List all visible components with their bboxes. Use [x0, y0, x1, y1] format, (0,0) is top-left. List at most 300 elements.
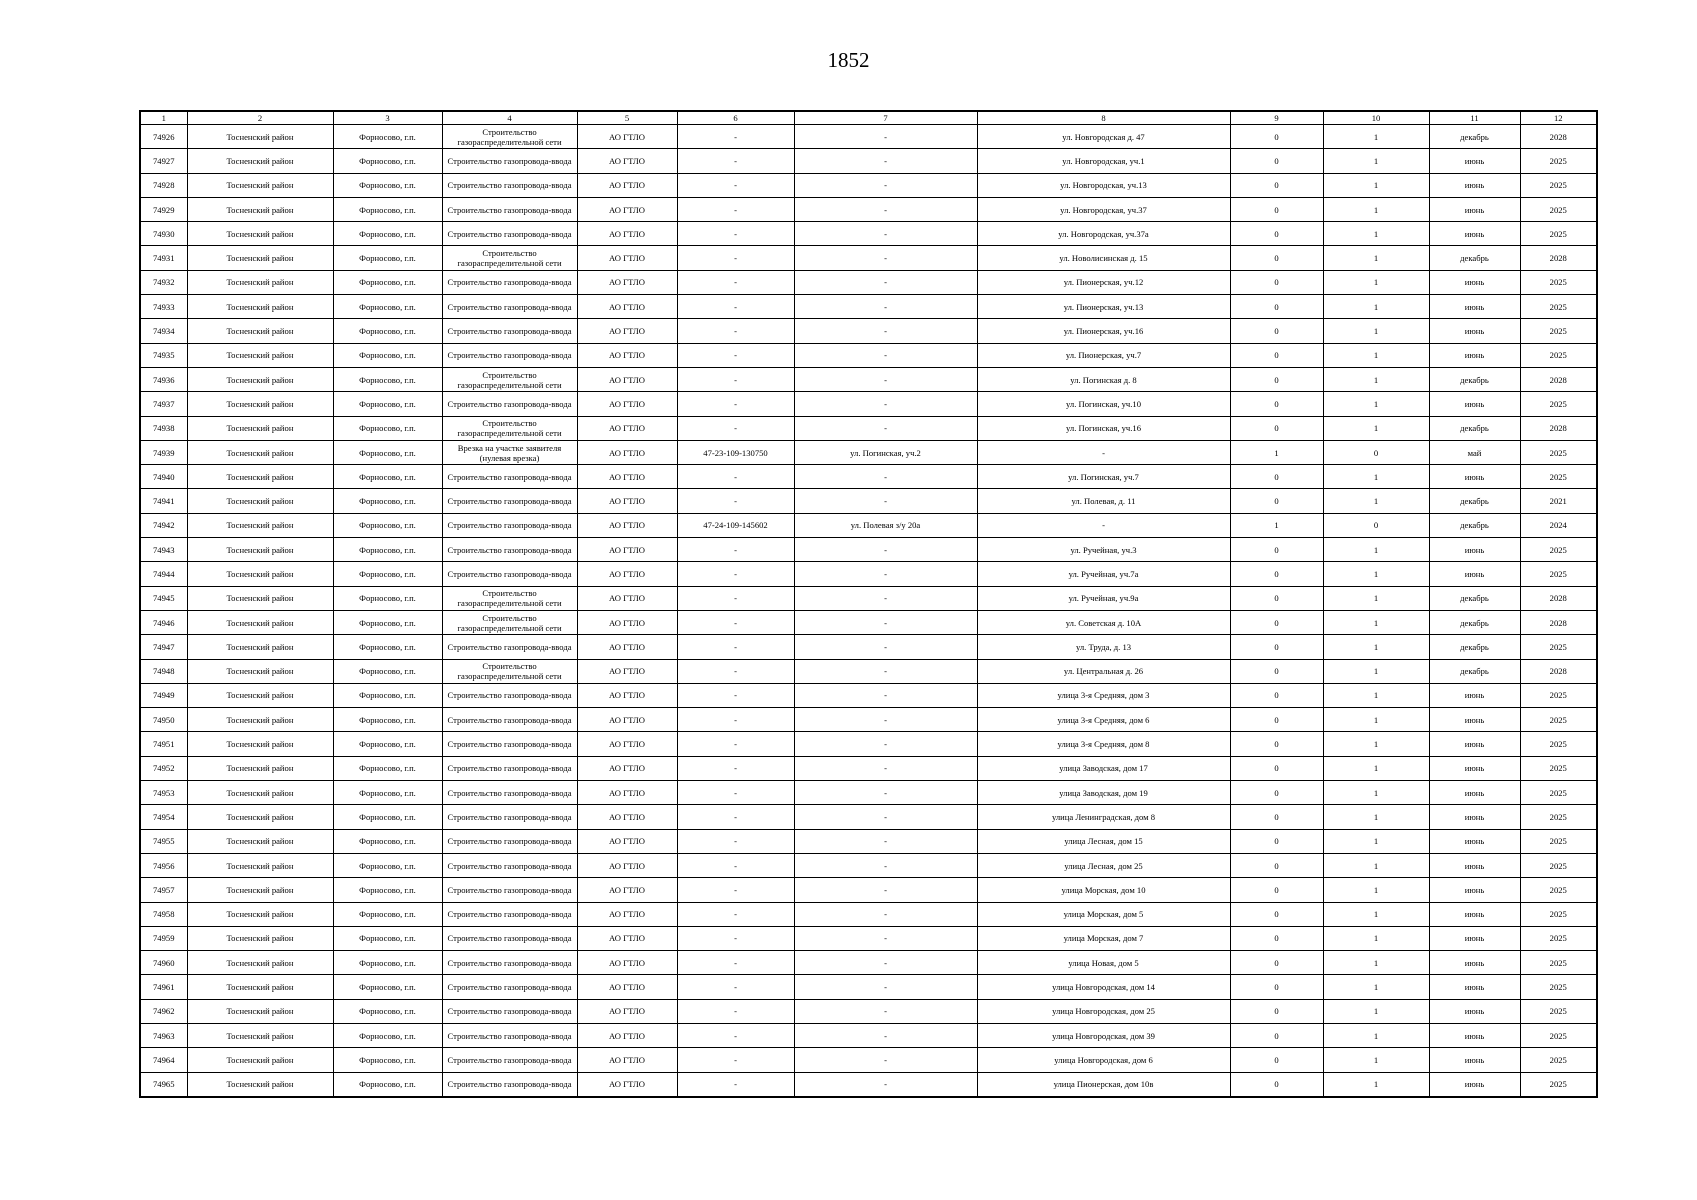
cell-settlement: Форносово, г.п.	[333, 538, 442, 562]
cell-count-a: 0	[1230, 1072, 1323, 1097]
cell-month: июнь	[1429, 683, 1520, 707]
cell-count-a: 0	[1230, 805, 1323, 829]
cell-row-number: 74961	[140, 975, 187, 999]
cell-address: ул. Погинская, уч.10	[977, 392, 1230, 416]
cell-organization: АО ГТЛО	[577, 1023, 677, 1047]
cell-plot-address: -	[794, 270, 977, 294]
cell-address: ул. Ручейная, уч.7а	[977, 562, 1230, 586]
cell-month: июнь	[1429, 562, 1520, 586]
cell-row-number: 74947	[140, 635, 187, 659]
cell-cadastral-number: 47-24-109-145602	[677, 513, 794, 537]
cell-cadastral-number: -	[677, 319, 794, 343]
cell-count-a: 0	[1230, 708, 1323, 732]
cell-work-type: Строительство газопровода-ввода	[442, 878, 577, 902]
cell-row-number: 74957	[140, 878, 187, 902]
cell-work-type: Строительство газопровода-ввода	[442, 951, 577, 975]
cell-plot-address: ул. Погинская, уч.2	[794, 440, 977, 464]
cell-work-type: Строительство газопровода-ввода	[442, 829, 577, 853]
table-row	[140, 197, 1597, 221]
cell-work-type: Строительство газопровода-ввода	[442, 926, 577, 950]
column-header-7: 7	[794, 111, 977, 125]
cell-year: 2025	[1520, 1023, 1597, 1047]
cell-cadastral-number: -	[677, 465, 794, 489]
table-row	[140, 367, 1597, 391]
cell-count-b: 1	[1323, 489, 1429, 513]
cell-year: 2025	[1520, 805, 1597, 829]
cell-cadastral-number: -	[677, 1072, 794, 1097]
cell-count-a: 0	[1230, 999, 1323, 1023]
cell-plot-address: -	[794, 781, 977, 805]
cell-district: Тосненский район	[187, 1048, 333, 1072]
cell-address: ул. Полевая, д. 11	[977, 489, 1230, 513]
cell-address: улица Новгородская, дом 14	[977, 975, 1230, 999]
table-row	[140, 513, 1597, 537]
cell-count-a: 0	[1230, 270, 1323, 294]
cell-year: 2025	[1520, 562, 1597, 586]
cell-month: июнь	[1429, 926, 1520, 950]
cell-address: ул. Новгородская, уч.37а	[977, 222, 1230, 246]
cell-plot-address: -	[794, 635, 977, 659]
cell-district: Тосненский район	[187, 173, 333, 197]
cell-plot-address: -	[794, 683, 977, 707]
cell-count-a: 0	[1230, 902, 1323, 926]
cell-plot-address: -	[794, 392, 977, 416]
cell-month: июнь	[1429, 975, 1520, 999]
cell-cadastral-number: -	[677, 805, 794, 829]
table-row	[140, 902, 1597, 926]
cell-count-a: 0	[1230, 465, 1323, 489]
cell-row-number: 74929	[140, 197, 187, 221]
cell-district: Тосненский район	[187, 222, 333, 246]
cell-work-type: Строительство газопровода-ввода	[442, 173, 577, 197]
cell-row-number: 74942	[140, 513, 187, 537]
cell-row-number: 74950	[140, 708, 187, 732]
cell-district: Тосненский район	[187, 659, 333, 683]
cell-cadastral-number: -	[677, 732, 794, 756]
cell-work-type: Строительство газопровода-ввода	[442, 683, 577, 707]
cell-count-a: 0	[1230, 951, 1323, 975]
cell-settlement: Форносово, г.п.	[333, 295, 442, 319]
cell-count-b: 1	[1323, 926, 1429, 950]
cell-count-a: 0	[1230, 489, 1323, 513]
cell-address: ул. Пионерская, уч.16	[977, 319, 1230, 343]
table-body	[140, 125, 1597, 1097]
column-header-12: 12	[1520, 111, 1597, 125]
cell-count-a: 0	[1230, 635, 1323, 659]
cell-district: Тосненский район	[187, 489, 333, 513]
cell-count-a: 0	[1230, 586, 1323, 610]
cell-address: улица Морская, дом 10	[977, 878, 1230, 902]
cell-district: Тосненский район	[187, 999, 333, 1023]
cell-plot-address: -	[794, 538, 977, 562]
cell-plot-address: -	[794, 975, 977, 999]
cell-cadastral-number: -	[677, 222, 794, 246]
cell-address: улица Лесная, дом 15	[977, 829, 1230, 853]
table-row	[140, 1048, 1597, 1072]
cell-plot-address: -	[794, 829, 977, 853]
cell-address: ул. Новгородская, уч.13	[977, 173, 1230, 197]
cell-address: улица Новгородская, дом 6	[977, 1048, 1230, 1072]
cell-count-a: 0	[1230, 295, 1323, 319]
cell-district: Тосненский район	[187, 343, 333, 367]
header-row	[140, 111, 1597, 125]
cell-count-a: 0	[1230, 416, 1323, 440]
cell-settlement: Форносово, г.п.	[333, 562, 442, 586]
cell-cadastral-number: -	[677, 756, 794, 780]
cell-address: ул. Новгородская, уч.1	[977, 149, 1230, 173]
cell-organization: АО ГТЛО	[577, 319, 677, 343]
cell-work-type: Строительство газопровода-ввода	[442, 999, 577, 1023]
cell-organization: АО ГТЛО	[577, 343, 677, 367]
cell-settlement: Форносово, г.п.	[333, 756, 442, 780]
cell-count-b: 1	[1323, 586, 1429, 610]
cell-cadastral-number: -	[677, 392, 794, 416]
cell-count-b: 1	[1323, 1072, 1429, 1097]
cell-work-type: Строительство газопровода-ввода	[442, 1048, 577, 1072]
cell-count-b: 1	[1323, 1048, 1429, 1072]
cell-row-number: 74959	[140, 926, 187, 950]
cell-cadastral-number: -	[677, 367, 794, 391]
cell-row-number: 74930	[140, 222, 187, 246]
cell-count-b: 1	[1323, 635, 1429, 659]
cell-settlement: Форносово, г.п.	[333, 708, 442, 732]
cell-row-number: 74938	[140, 416, 187, 440]
cell-year: 2025	[1520, 270, 1597, 294]
cell-organization: АО ГТЛО	[577, 781, 677, 805]
cell-settlement: Форносово, г.п.	[333, 367, 442, 391]
cell-count-a: 0	[1230, 781, 1323, 805]
cell-cadastral-number: -	[677, 149, 794, 173]
column-header-3: 3	[333, 111, 442, 125]
cell-plot-address: -	[794, 489, 977, 513]
cell-address: ул. Пионерская, уч.12	[977, 270, 1230, 294]
cell-organization: АО ГТЛО	[577, 829, 677, 853]
cell-address: ул. Погинская, уч.16	[977, 416, 1230, 440]
cell-organization: АО ГТЛО	[577, 902, 677, 926]
table-row	[140, 319, 1597, 343]
cell-address: улица Морская, дом 7	[977, 926, 1230, 950]
table-row	[140, 853, 1597, 877]
cell-settlement: Форносово, г.п.	[333, 440, 442, 464]
cell-cadastral-number: -	[677, 489, 794, 513]
cell-district: Тосненский район	[187, 975, 333, 999]
cell-month: июнь	[1429, 805, 1520, 829]
table-row	[140, 562, 1597, 586]
cell-count-a: 0	[1230, 538, 1323, 562]
cell-year: 2025	[1520, 149, 1597, 173]
cell-month: июнь	[1429, 1072, 1520, 1097]
cell-year: 2028	[1520, 367, 1597, 391]
cell-count-b: 1	[1323, 319, 1429, 343]
cell-cadastral-number: -	[677, 878, 794, 902]
cell-work-type: Строительство газопровода-ввода	[442, 756, 577, 780]
cell-row-number: 74928	[140, 173, 187, 197]
cell-year: 2025	[1520, 926, 1597, 950]
cell-month: июнь	[1429, 392, 1520, 416]
cell-work-type: Строительство газопровода-ввода	[442, 805, 577, 829]
cell-organization: АО ГТЛО	[577, 392, 677, 416]
cell-count-b: 1	[1323, 149, 1429, 173]
cell-district: Тосненский район	[187, 610, 333, 634]
cell-month: июнь	[1429, 878, 1520, 902]
cell-plot-address: -	[794, 902, 977, 926]
cell-organization: АО ГТЛО	[577, 951, 677, 975]
cell-count-a: 0	[1230, 392, 1323, 416]
cell-year: 2028	[1520, 659, 1597, 683]
cell-plot-address: -	[794, 367, 977, 391]
cell-settlement: Форносово, г.п.	[333, 197, 442, 221]
cell-count-a: 1	[1230, 440, 1323, 464]
cell-work-type: Строительство газопровода-ввода	[442, 635, 577, 659]
cell-work-type: Строительство газораспределительной сети	[442, 416, 577, 440]
page-number: 1852	[827, 48, 870, 72]
cell-settlement: Форносово, г.п.	[333, 173, 442, 197]
cell-month: май	[1429, 440, 1520, 464]
cell-settlement: Форносово, г.п.	[333, 125, 442, 149]
cell-month: июнь	[1429, 319, 1520, 343]
cell-district: Тосненский район	[187, 635, 333, 659]
cell-row-number: 74943	[140, 538, 187, 562]
table-row	[140, 125, 1597, 149]
cell-count-a: 0	[1230, 610, 1323, 634]
cell-row-number: 74945	[140, 586, 187, 610]
cell-plot-address: -	[794, 1023, 977, 1047]
cell-settlement: Форносово, г.п.	[333, 1072, 442, 1097]
cell-work-type: Строительство газопровода-ввода	[442, 489, 577, 513]
cell-organization: АО ГТЛО	[577, 416, 677, 440]
cell-cadastral-number: -	[677, 975, 794, 999]
table-header	[140, 111, 1597, 125]
cell-work-type: Строительство газопровода-ввода	[442, 149, 577, 173]
cell-count-b: 1	[1323, 173, 1429, 197]
cell-district: Тосненский район	[187, 319, 333, 343]
cell-month: декабрь	[1429, 610, 1520, 634]
cell-settlement: Форносово, г.п.	[333, 805, 442, 829]
table-row	[140, 635, 1597, 659]
cell-year: 2021	[1520, 489, 1597, 513]
cell-district: Тосненский район	[187, 392, 333, 416]
cell-work-type: Строительство газораспределительной сети	[442, 125, 577, 149]
cell-cadastral-number: -	[677, 562, 794, 586]
cell-plot-address: -	[794, 125, 977, 149]
cell-cadastral-number: -	[677, 635, 794, 659]
cell-plot-address: -	[794, 173, 977, 197]
cell-district: Тосненский район	[187, 926, 333, 950]
cell-district: Тосненский район	[187, 538, 333, 562]
table-row	[140, 926, 1597, 950]
cell-count-a: 0	[1230, 149, 1323, 173]
cell-count-a: 0	[1230, 222, 1323, 246]
cell-year: 2028	[1520, 586, 1597, 610]
cell-count-b: 1	[1323, 732, 1429, 756]
cell-work-type: Строительство газораспределительной сети	[442, 367, 577, 391]
cell-plot-address: -	[794, 1072, 977, 1097]
cell-month: июнь	[1429, 465, 1520, 489]
column-header-5: 5	[577, 111, 677, 125]
cell-plot-address: -	[794, 586, 977, 610]
table-row	[140, 1023, 1597, 1047]
cell-work-type: Строительство газопровода-ввода	[442, 343, 577, 367]
cell-row-number: 74953	[140, 781, 187, 805]
cell-settlement: Форносово, г.п.	[333, 246, 442, 270]
cell-address: ул. Новолисинская д. 15	[977, 246, 1230, 270]
cell-count-b: 1	[1323, 246, 1429, 270]
cell-settlement: Форносово, г.п.	[333, 465, 442, 489]
cell-count-a: 0	[1230, 853, 1323, 877]
cell-work-type: Строительство газораспределительной сети	[442, 659, 577, 683]
table-row	[140, 878, 1597, 902]
cell-month: декабрь	[1429, 125, 1520, 149]
cell-address: -	[977, 440, 1230, 464]
cell-month: декабрь	[1429, 367, 1520, 391]
cell-count-b: 1	[1323, 270, 1429, 294]
cell-row-number: 74949	[140, 683, 187, 707]
cell-count-a: 0	[1230, 125, 1323, 149]
cell-settlement: Форносово, г.п.	[333, 999, 442, 1023]
cell-organization: АО ГТЛО	[577, 489, 677, 513]
table-row	[140, 829, 1597, 853]
cell-settlement: Форносово, г.п.	[333, 951, 442, 975]
cell-count-b: 1	[1323, 781, 1429, 805]
cell-address: ул. Ручейная, уч.3	[977, 538, 1230, 562]
cell-plot-address: -	[794, 149, 977, 173]
cell-district: Тосненский район	[187, 1072, 333, 1097]
cell-year: 2025	[1520, 975, 1597, 999]
cell-count-b: 0	[1323, 513, 1429, 537]
cell-organization: АО ГТЛО	[577, 610, 677, 634]
column-header-2: 2	[187, 111, 333, 125]
cell-cadastral-number: -	[677, 951, 794, 975]
cell-cadastral-number: -	[677, 853, 794, 877]
cell-organization: АО ГТЛО	[577, 708, 677, 732]
cell-address: улица Новгородская, дом 39	[977, 1023, 1230, 1047]
cell-year: 2025	[1520, 295, 1597, 319]
cell-row-number: 74948	[140, 659, 187, 683]
cell-address: ул. Труда, д. 13	[977, 635, 1230, 659]
cell-year: 2025	[1520, 732, 1597, 756]
cell-row-number: 74927	[140, 149, 187, 173]
cell-count-a: 0	[1230, 683, 1323, 707]
cell-year: 2028	[1520, 610, 1597, 634]
cell-cadastral-number: -	[677, 270, 794, 294]
cell-cadastral-number: -	[677, 343, 794, 367]
cell-month: июнь	[1429, 902, 1520, 926]
cell-district: Тосненский район	[187, 951, 333, 975]
cell-year: 2025	[1520, 343, 1597, 367]
table-row	[140, 465, 1597, 489]
cell-count-a: 0	[1230, 732, 1323, 756]
cell-settlement: Форносово, г.п.	[333, 902, 442, 926]
cell-district: Тосненский район	[187, 902, 333, 926]
cell-district: Тосненский район	[187, 295, 333, 319]
cell-year: 2025	[1520, 635, 1597, 659]
cell-row-number: 74939	[140, 440, 187, 464]
cell-organization: АО ГТЛО	[577, 246, 677, 270]
cell-district: Тосненский район	[187, 246, 333, 270]
cell-count-b: 1	[1323, 683, 1429, 707]
cell-address: улица Заводская, дом 17	[977, 756, 1230, 780]
cell-district: Тосненский район	[187, 416, 333, 440]
cell-row-number: 74934	[140, 319, 187, 343]
cell-plot-address: -	[794, 465, 977, 489]
cell-month: июнь	[1429, 295, 1520, 319]
cell-settlement: Форносово, г.п.	[333, 853, 442, 877]
column-header-8: 8	[977, 111, 1230, 125]
cell-cadastral-number: -	[677, 295, 794, 319]
cell-row-number: 74964	[140, 1048, 187, 1072]
cell-row-number: 74936	[140, 367, 187, 391]
table-row	[140, 270, 1597, 294]
cell-year: 2025	[1520, 173, 1597, 197]
cell-plot-address: -	[794, 926, 977, 950]
cell-month: июнь	[1429, 1023, 1520, 1047]
cell-month: июнь	[1429, 1048, 1520, 1072]
table-row	[140, 975, 1597, 999]
cell-month: декабрь	[1429, 416, 1520, 440]
cell-address: ул. Погинская д. 8	[977, 367, 1230, 391]
cell-district: Тосненский район	[187, 465, 333, 489]
cell-work-type: Строительство газопровода-ввода	[442, 513, 577, 537]
cell-district: Тосненский район	[187, 367, 333, 391]
table-row	[140, 416, 1597, 440]
cell-settlement: Форносово, г.п.	[333, 319, 442, 343]
cell-row-number: 74962	[140, 999, 187, 1023]
cell-plot-address: -	[794, 756, 977, 780]
cell-settlement: Форносово, г.п.	[333, 926, 442, 950]
cell-district: Тосненский район	[187, 878, 333, 902]
cell-year: 2025	[1520, 853, 1597, 877]
table-row	[140, 732, 1597, 756]
cell-settlement: Форносово, г.п.	[333, 270, 442, 294]
table-row	[140, 756, 1597, 780]
cell-district: Тосненский район	[187, 805, 333, 829]
cell-cadastral-number: 47-23-109-130750	[677, 440, 794, 464]
cell-row-number: 74951	[140, 732, 187, 756]
table-row	[140, 659, 1597, 683]
cell-count-b: 1	[1323, 197, 1429, 221]
cell-settlement: Форносово, г.п.	[333, 149, 442, 173]
column-header-6: 6	[677, 111, 794, 125]
cell-year: 2028	[1520, 416, 1597, 440]
cell-count-b: 1	[1323, 878, 1429, 902]
cell-month: июнь	[1429, 853, 1520, 877]
cell-work-type: Строительство газопровода-ввода	[442, 1023, 577, 1047]
cell-plot-address: -	[794, 610, 977, 634]
cell-count-a: 0	[1230, 829, 1323, 853]
column-header-1: 1	[140, 111, 187, 125]
table-row	[140, 173, 1597, 197]
cell-work-type: Строительство газопровода-ввода	[442, 270, 577, 294]
cell-organization: АО ГТЛО	[577, 878, 677, 902]
cell-organization: АО ГТЛО	[577, 756, 677, 780]
cell-organization: АО ГТЛО	[577, 367, 677, 391]
table-row	[140, 951, 1597, 975]
cell-count-b: 1	[1323, 1023, 1429, 1047]
cell-organization: АО ГТЛО	[577, 926, 677, 950]
cell-settlement: Форносово, г.п.	[333, 513, 442, 537]
cell-organization: АО ГТЛО	[577, 853, 677, 877]
cell-year: 2025	[1520, 392, 1597, 416]
cell-organization: АО ГТЛО	[577, 562, 677, 586]
table-row	[140, 222, 1597, 246]
cell-cadastral-number: -	[677, 926, 794, 950]
cell-row-number: 74946	[140, 610, 187, 634]
cell-district: Тосненский район	[187, 829, 333, 853]
cell-count-a: 0	[1230, 1023, 1323, 1047]
cell-count-a: 0	[1230, 926, 1323, 950]
cell-row-number: 74944	[140, 562, 187, 586]
cell-count-a: 0	[1230, 343, 1323, 367]
